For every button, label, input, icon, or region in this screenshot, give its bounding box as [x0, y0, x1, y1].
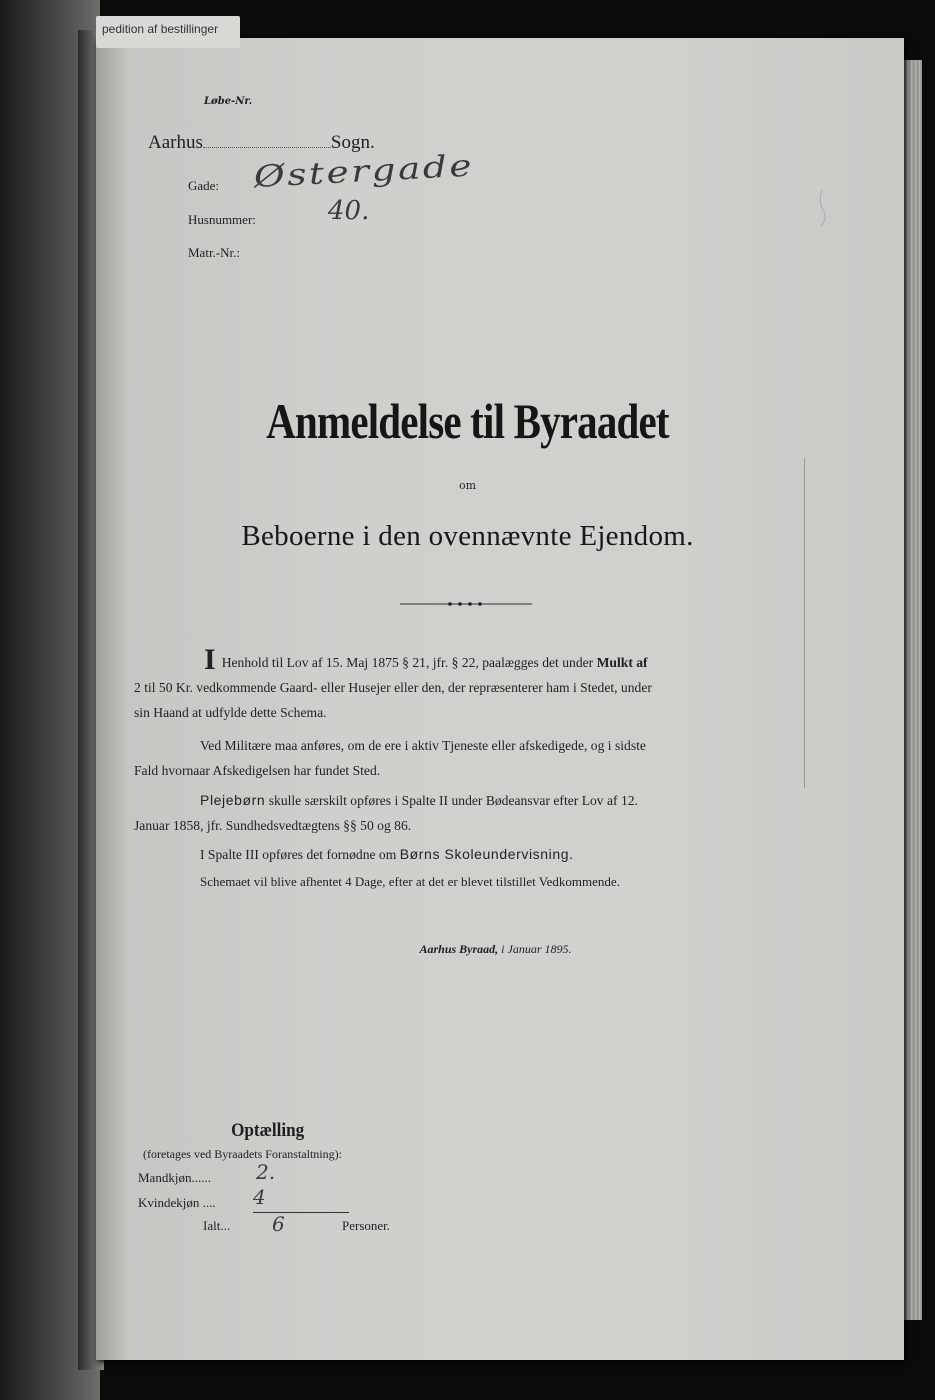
sogn-label: Sogn. [330, 132, 375, 153]
ialt-dots: ... [220, 1218, 231, 1233]
p3-text-1: skulle særskilt opføres i Spalte II under Bødeansvar efter Lov af 12. [268, 793, 638, 808]
sogn-dotted-line [203, 147, 331, 148]
paragraph-2 [134, 733, 798, 783]
ialt-value: 6 [272, 1212, 285, 1236]
sum-rule [253, 1212, 349, 1213]
mandkjon-label: Mandkjøn [138, 1170, 192, 1185]
ialt-row [203, 1218, 230, 1234]
husnummer-value: 40. [328, 196, 370, 226]
gade-label: Gade: [188, 178, 220, 193]
page-subtitle: Beboerne i den ovennævnte Ejendom. [241, 520, 694, 552]
kvindekjon-row [138, 1195, 216, 1211]
p1-text-1: Henhold til Lov af 15. Maj 1875 § 21, jfr. § 22, paalægges det under [221, 655, 594, 670]
plejeborn-text: Plejebørn [200, 792, 266, 808]
right-margin-rule [804, 458, 805, 788]
pencil-mark [814, 188, 830, 228]
page-title: Anmeldelse til Byraadet [266, 393, 669, 449]
ornament-divider [400, 602, 532, 606]
paragraph-1-line-2: 2 til 50 Kr. vedkommende Gaard- eller Husejer eller den, der repræsenterer ham i Stedet, under [134, 680, 652, 695]
mandkjon-row [138, 1170, 211, 1186]
city-line [148, 132, 375, 154]
husnummer-label: Husnummer: [188, 212, 256, 227]
paragraph-4 [200, 842, 800, 867]
gade-value: Østergade [253, 148, 475, 195]
paragraph-3-line-2: Januar 1858, jfr. Sundhedsvedtægtens §§ 50 og 86. [134, 818, 412, 833]
paragraph-2-line-1: Ved Militære maa anføres, om de ere i aktiv Tjeneste eller afskedigede, og i sidste [200, 738, 646, 753]
issuer-signature [0, 942, 935, 957]
lobe-nr-label: Løbe-Nr. [204, 96, 253, 107]
bookmark-tab: pedition af bestillinger [96, 16, 240, 48]
p5-text: Schemaet vil blive afhentet 4 Dage, efter at det er blevet tilstillet Vedkommende. [200, 874, 620, 889]
matr-nr-label: Matr.-Nr.: [188, 245, 240, 260]
initial-letter: I [204, 643, 216, 676]
p4-text: I Spalte III opføres det fornødne om [200, 847, 397, 862]
paragraph-1-line-1 [134, 643, 798, 676]
kvindekjon-dots: .... [199, 1195, 216, 1210]
count-subtitle: (foretages ved Byraadets Foranstaltning): [143, 1147, 342, 1161]
personer-label: Personer. [342, 1218, 391, 1233]
skoleundervisning-text: Børns Skoleundervisning. [399, 846, 574, 862]
count-title: Optælling [231, 1120, 305, 1141]
mandkjon-dots: ...... [191, 1170, 211, 1185]
title-connector: om [458, 479, 477, 492]
p1-bold-text: Mulkt af [596, 655, 648, 670]
ialt-label: Ialt [203, 1218, 221, 1233]
paragraph-1-line-3: sin Haand at udfylde dette Schema. [134, 705, 327, 720]
paragraph-3-line-1 [134, 788, 798, 813]
paragraph-3 [134, 788, 798, 838]
issuer-name: Aarhus Byraad, [419, 942, 499, 956]
kvindekjon-label: Kvindekjøn [138, 1195, 200, 1210]
kvindekjon-value: 4 [253, 1185, 266, 1209]
paragraph-5 [200, 869, 800, 894]
paragraph-2-line-2: Fald hvornaar Afskedigelsen har fundet Sted. [134, 763, 381, 778]
city-name: Aarhus [148, 132, 203, 153]
mandkjon-value: 2. [256, 1160, 276, 1184]
issue-date: i Januar 1895. [501, 942, 572, 956]
paragraph-1 [134, 643, 798, 725]
